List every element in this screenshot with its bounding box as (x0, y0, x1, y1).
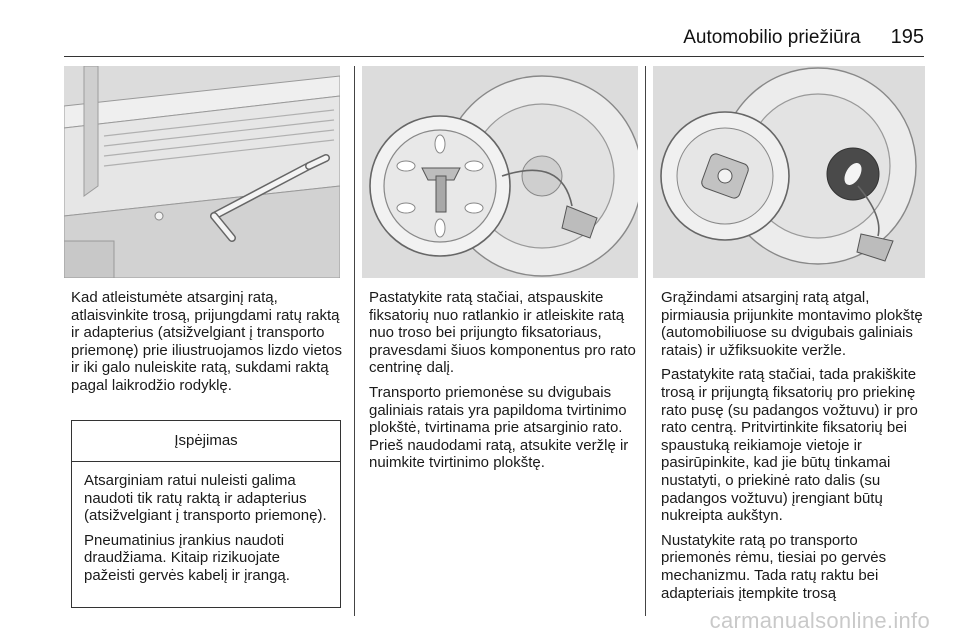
warning-paragraph: Pneumatinius įrankius naudoti draudžiama. Kitaip rizikuojate pažeisti gervės kabelį ir įrangą. (84, 531, 290, 584)
paragraph: Pastatykite ratą stačiai, tada prakiškite trosą ir prijungtą fiksatorių pro priekinę rato pusę (su padangos vožtuvu) ir pro rato centrą. Pritvirtinkite fiksatorių bei spaustuką reikiamoje vietoje ir pasirūpinkite, kad jie būtų tinkamai nustatyti, o priekinė rato dalis (su padangos vožtuvu) įrengiant būtų nukreipta aukštyn. (661, 366, 918, 525)
column-separator (645, 66, 646, 616)
page-number: 195 (890, 26, 924, 48)
column-2-text (369, 289, 637, 479)
column-1-text (71, 289, 347, 402)
paragraph: Kad atleistumėte atsarginį ratą, atlaisvinkite trosą, prijungdami ratų raktą ir adapterius (atsižvelgiant į transporto priemonę) prie iliustruojamos lizdo vietos ir iki galo nuleiskite ratą, sukdami raktą pagal laikrodžio rodyklę. (71, 289, 342, 394)
illustration-winch-key (64, 66, 340, 278)
column-3-text (661, 289, 929, 609)
column-separator (354, 66, 355, 616)
paragraph: Nustatykite ratą po transporto priemonės rėmu, tiesiai po gervės mechanizmu. Tada ratų raktu bei adapteriais įtempkite trosą (661, 531, 887, 602)
warning-paragraph: Atsarginiam ratui nuleisti galima naudoti tik ratų raktą ir adapterius (atsižvelgiant į transporto priemonę). (84, 472, 327, 525)
header-rule (64, 56, 924, 57)
paragraph: Grąžindami atsarginį ratą atgal, pirmiausia prijunkite montavimo plokštę (automobiliuose su dvigubais galiniais ratais) ir užfiksuokite veržle. (661, 289, 923, 359)
watermark: carmanualsonline.info (709, 608, 930, 633)
warning-box (71, 420, 341, 608)
chapter-title: Automobilio priežiūra (683, 27, 861, 48)
paragraph: Transporto priemonėse su dvigubais galiniais ratais yra papildoma tvirtinimo plokštė, tvirtinama prie atsarginio rato. Prieš naudodami ratą, atsukite veržlę ir nuimkite tvirtinimo plokštę. (369, 383, 629, 472)
page-header (683, 26, 924, 52)
illustration-wheel-clip (362, 66, 638, 278)
paragraph: Pastatykite ratą stačiai, atspauskite fiksatorių nuo ratlankio ir atleiskite ratą nuo troso bei prijungto fiksatoriaus, pravesdami šiuos komponentus pro rato centrinę dalį. (369, 289, 636, 377)
warning-title: Įspėjimas (72, 421, 340, 462)
illustration-mounting-plate (653, 66, 925, 278)
